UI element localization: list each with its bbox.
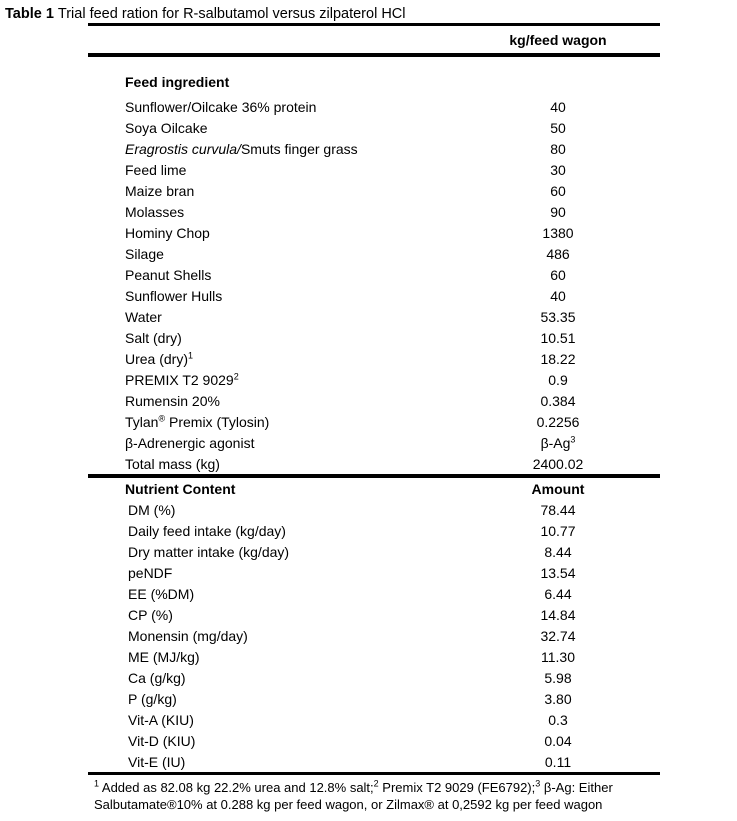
table-row [88,285,660,306]
row-value: 18.22 [540,350,576,367]
table-row [88,369,660,390]
table-number: Table 1 [5,6,54,22]
table-row [88,730,660,751]
row-value: 0.9 [548,371,568,388]
row-label: Vit-A (KIU) [128,711,194,728]
nutrient-rows [88,499,660,772]
footnote-line-2: Salbutamate®10% at 0.288 kg per feed wagon, or Zilmax® at 0,2592 kg per feed wagon [94,796,603,812]
table-row [88,138,660,159]
row-label: Sunflower Hulls [125,287,223,304]
row-value: 486 [546,245,570,262]
row-value: 14.84 [540,606,576,623]
row-value: 10.51 [540,329,576,346]
table-row [88,453,660,474]
table-row [88,180,660,201]
table-row [88,222,660,243]
section-gap [88,57,660,71]
row-value: 0.3 [548,711,568,728]
table-row [88,751,660,772]
table-row [88,327,660,348]
feed-section-header-row [88,71,660,92]
row-value: 30 [550,161,566,178]
row-label: ME (MJ/kg) [128,648,200,665]
row-value: 11.30 [541,648,575,665]
row-label: Monensin (mg/day) [128,627,248,644]
row-value: β-Ag$^3$ [540,433,576,451]
row-label: Rumensin 20% [125,392,220,409]
row-value: 0.384 [540,392,576,409]
table-row [88,520,660,541]
row-label: Sunflower/Oilcake 36% protein [125,98,317,115]
table-row [88,499,660,520]
table-row [88,625,660,646]
row-value: 78.44 [540,501,576,518]
row-value: 40 [550,287,566,304]
table-row [88,688,660,709]
row-value: 3.80 [544,690,572,707]
row-label: peNDF [128,564,173,581]
row-value: 0.2256 [536,413,580,430]
row-label: Feed lime [125,161,187,178]
row-label: Soya Oilcake [125,119,208,136]
table-row [88,667,660,688]
row-value: 80 [550,140,566,157]
row-value: 6.44 [544,585,572,602]
footnote [94,780,724,813]
table-row [88,432,660,453]
row-value: 60 [550,182,566,199]
row-value: 13.54 [540,564,576,581]
row-value: 32.74 [540,627,576,644]
table-row [88,117,660,138]
row-label: Maize bran [125,182,195,199]
table-row [88,541,660,562]
row-value: 0.11 [544,753,572,770]
column-header-unit: kg/feed wagon [509,31,607,48]
row-value: 10.77 [540,522,576,539]
row-label: Peanut Shells [125,266,212,283]
row-label: Salt (dry) [125,329,182,346]
nutrient-section-title: Nutrient Content [125,480,236,497]
column-header-row [88,26,660,53]
table-row [88,264,660,285]
row-label: β-Adrenergic agonist [125,434,255,451]
feed-ration-table [88,23,660,775]
row-value: 8.44 [544,543,572,560]
row-label: PREMIX T2 9029$^2$ [125,371,239,388]
row-label: DM (%) [128,501,176,518]
row-value: 90 [550,203,566,220]
row-label: Vit-D (KIU) [128,732,196,749]
table-row [88,709,660,730]
table-row [88,348,660,369]
feed-section-title: Feed ingredient [125,73,230,90]
row-label: Total mass (kg) [125,455,220,472]
table-row [88,646,660,667]
table-row [88,306,660,327]
row-label: CP (%) [128,606,173,623]
table-row [88,243,660,264]
row-label: Dry matter intake (kg/day) [128,543,290,560]
bottom-rule [88,772,660,775]
table-caption [5,6,405,23]
row-value: 53.35 [540,308,576,325]
row-value: 40 [550,98,566,115]
table-row [88,411,660,432]
row-label: Ca (g/kg) [128,669,186,686]
table-row [88,562,660,583]
table-row [88,583,660,604]
row-value: 60 [550,266,566,283]
row-label: Daily feed intake (kg/day) [128,522,286,539]
row-value: 50 [550,119,566,136]
row-label: Tylan® Premix (Tylosin) [125,413,270,430]
row-label: Molasses [125,203,185,220]
nutrient-section-header-row [88,478,660,499]
footnote-line-1: $^1$ Added as 82.08 kg 22.2% urea and 12.8% salt;$^2$ Premix T2 9029 (FE6792);$^3$ β-Ag: Either [94,778,613,795]
table-row [88,604,660,625]
nutrient-amount-header: Amount [531,480,585,497]
table-row [88,96,660,117]
row-value: 1380 [542,224,574,241]
row-value: 2400.02 [532,455,584,472]
row-value: 0.04 [544,732,572,749]
row-label: Silage [125,245,164,262]
row-label: Hominy Chop [125,224,210,241]
row-label: P (g/kg) [128,690,177,707]
table-row [88,159,660,180]
row-value: 5.98 [544,669,572,686]
feed-rows [88,96,660,474]
table-row [88,201,660,222]
row-label: Water [125,308,162,325]
row-label: Eragrostis curvula/Smuts finger grass [125,140,358,157]
row-label: EE (%DM) [128,585,195,602]
row-label: Urea (dry)$^1$ [125,350,194,367]
table-caption-text: Trial feed ration for R-salbutamol versus zilpaterol HCl [57,6,406,22]
row-label: Vit-E (IU) [128,753,186,770]
table-row [88,390,660,411]
